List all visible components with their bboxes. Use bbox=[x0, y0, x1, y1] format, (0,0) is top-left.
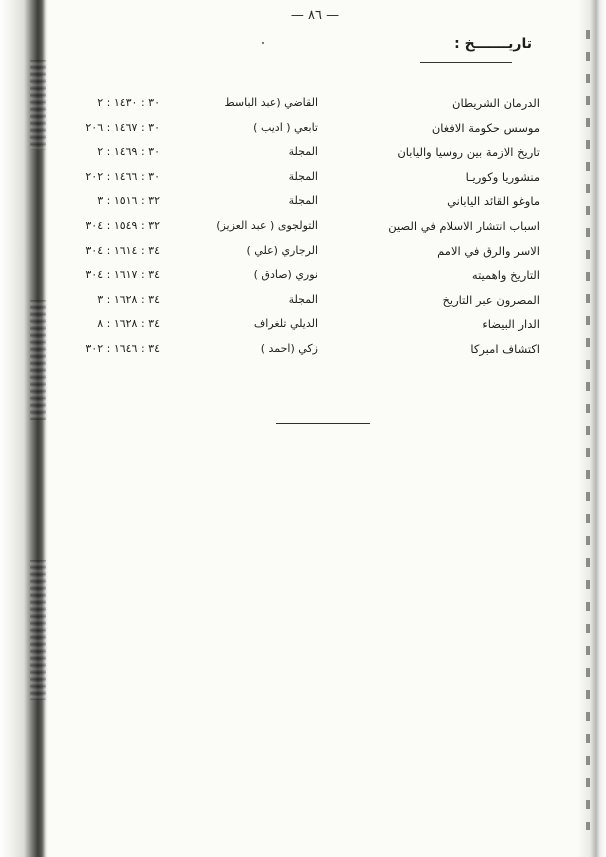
entry-title: الدرمان الشريطان bbox=[452, 96, 540, 110]
entry-author: المجلة bbox=[288, 169, 318, 183]
date-label: تاريـــــــخ : bbox=[454, 36, 532, 52]
entry-author: التولجوى ( عبد العزيز) bbox=[216, 218, 318, 232]
entry-title: المصرون عبر التاريخ bbox=[442, 292, 540, 307]
closing-rule bbox=[276, 423, 370, 424]
entry-title: تاريخ الازمة بين روسيا واليابان bbox=[397, 145, 540, 160]
entry-code: ٣٤ : ١٦٤٦ : ٣٠٢ bbox=[85, 341, 160, 355]
entry-title: اسباب انتشار الاسلام في الصين bbox=[388, 218, 540, 233]
entry-author: الرجاري (علي ) bbox=[246, 243, 318, 257]
list-item bbox=[40, 219, 540, 244]
scan-edge-right bbox=[578, 0, 606, 857]
entry-author: تابعي ( اديب ) bbox=[253, 120, 318, 134]
page-number: — ٨٦ — bbox=[290, 8, 340, 23]
entry-code: ٣٤ : ١٦٢٨ : ٣ bbox=[97, 292, 160, 306]
list-item bbox=[40, 317, 540, 342]
stray-mark bbox=[262, 42, 264, 44]
entry-code: ٣٠ : ١٤٦٧ : ٢٠٦ bbox=[85, 120, 160, 134]
scan-noise bbox=[30, 560, 46, 700]
entry-author: الديلي تلغراف bbox=[253, 317, 318, 331]
entry-code: ٣٠ : ١٤٣٠ : ٢ bbox=[97, 96, 160, 109]
entry-title: التاريخ واهميته bbox=[471, 268, 540, 283]
entry-author: نوري (صادق ) bbox=[253, 268, 318, 282]
list-item bbox=[40, 170, 540, 195]
date-underline bbox=[420, 62, 512, 63]
list-item bbox=[40, 293, 540, 318]
entry-code: ٣٤ : ١٦١٧ : ٣٠٤ bbox=[85, 268, 160, 282]
list-item bbox=[40, 268, 540, 293]
entry-code: ٣٠ : ١٤٦٦ : ٢٠٢ bbox=[85, 169, 160, 183]
entry-code: ٣٢ : ١٥١٦ : ٣ bbox=[97, 194, 160, 208]
list-item bbox=[40, 145, 540, 170]
entry-code: ٣٤ : ١٦٢٨ : ٨ bbox=[97, 317, 160, 331]
scan-dashes bbox=[586, 30, 590, 830]
list-item bbox=[40, 342, 540, 367]
entry-author: المجلة bbox=[288, 194, 318, 208]
entry-author: زكي (احمد ) bbox=[260, 341, 318, 355]
entry-title: منشوريا وكوريـا bbox=[465, 169, 540, 184]
entry-author: المجلة bbox=[288, 145, 318, 159]
entry-code: ٣٠ : ١٤٦٩ : ٢ bbox=[97, 145, 160, 159]
entry-code: ٣٤ : ١٦١٤ : ٣٠٤ bbox=[85, 243, 160, 257]
entry-author: القاضي (عبد الباسط bbox=[224, 96, 318, 109]
index-list bbox=[40, 96, 540, 367]
list-item bbox=[40, 96, 540, 121]
list-item bbox=[40, 244, 540, 269]
entry-title: موسس حكومة الافغان bbox=[431, 120, 540, 135]
entry-author: المجلة bbox=[288, 292, 318, 306]
entry-code: ٣٢ : ١٥٤٩ : ٣٠٤ bbox=[85, 218, 160, 232]
list-item bbox=[40, 121, 540, 146]
entry-title: اكتشاف امبركا bbox=[470, 341, 540, 356]
entry-title: الاسر والرق في الامم bbox=[437, 243, 540, 258]
list-item bbox=[40, 194, 540, 219]
entry-title: الدار البيضاء bbox=[482, 317, 540, 332]
entry-title: ماوغو القائد الياباني bbox=[447, 194, 540, 209]
